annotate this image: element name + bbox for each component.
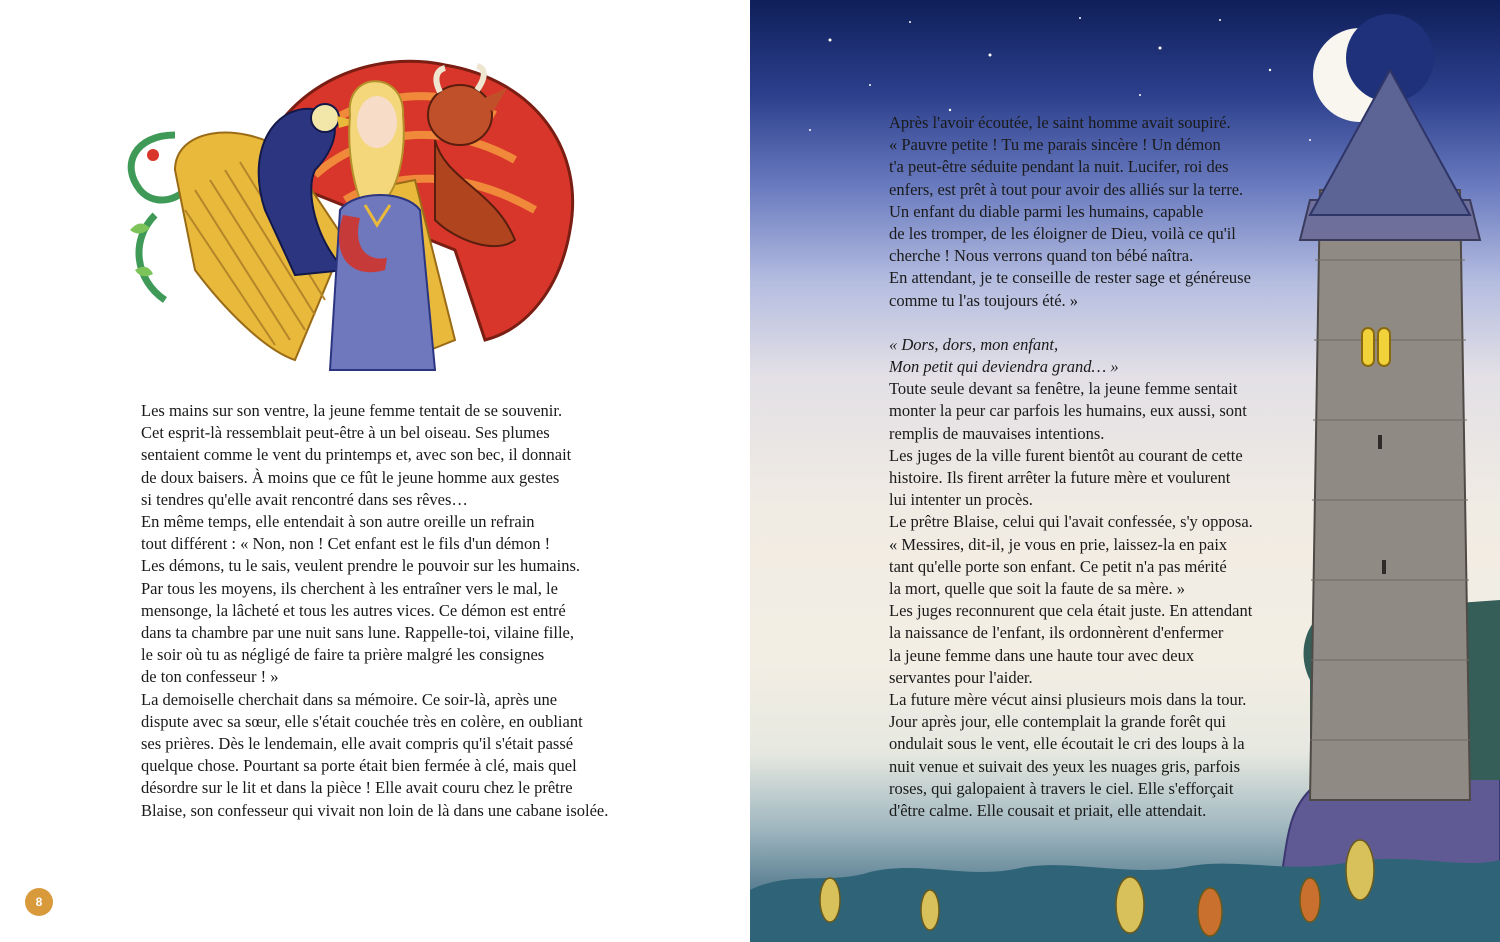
blank-line <box>889 312 1253 334</box>
text-line: mensonge, la lâcheté et tous les autres vices. Ce démon est entré <box>141 600 566 620</box>
text-line: La future mère vécut ainsi plusieurs mois dans la tour. <box>889 690 1247 710</box>
text-line: roses, qui galopaient à travers le ciel. Elle s'efforçait <box>889 778 1234 798</box>
text-line: de les tromper, de les éloigner de Dieu, voilà ce qu'il <box>889 224 1236 244</box>
text-line: dispute avec sa sœur, elle s'était couchée très en colère, en oubliant <box>141 711 583 731</box>
text-line: Le prêtre Blaise, celui qui l'avait confessée, s'y opposa. <box>889 512 1253 532</box>
text-line: histoire. Ils firent arrêter la future mère et voulurent <box>889 468 1231 488</box>
text-line: quelque chose. Pourtant sa porte était bien fermée à clé, mais quel <box>141 756 577 776</box>
text-line: ses prières. Dès le lendemain, elle avait compris qu'il s'était passé <box>141 734 574 754</box>
text-line: lui intenter un procès. <box>889 490 1033 510</box>
text-line: servantes pour l'aider. <box>889 667 1033 687</box>
text-line: d'être calme. Elle cousait et priait, elle attendait. <box>889 801 1207 821</box>
text-line: de doux baisers. À moins que ce fût le jeune homme aux gestes <box>141 467 560 487</box>
text-line: enfers, est prêt à tout pour avoir des alliés sur la terre. <box>889 179 1244 199</box>
text-line: Cet esprit-là ressemblait peut-être à un bel oiseau. Ses plumes <box>141 423 550 443</box>
text-line: nuit venue et suivait des yeux les nuages gris, parfois <box>889 756 1241 776</box>
text-line: désordre sur le lit et dans la pièce ! Elle avait couru chez le prêtre <box>141 778 573 798</box>
text-line: remplis de mauvaises intentions. <box>889 423 1105 443</box>
text-line: comme tu l'as toujours été. » <box>889 290 1079 310</box>
text-line: Par tous les moyens, ils cherchent à les entraîner vers le mal, le <box>141 578 558 598</box>
text-line: « Pauvre petite ! Tu me parais sincère ! Un démon <box>889 135 1221 155</box>
text-line: t'a peut-être séduite pendant la nuit. Lucifer, roi des <box>889 157 1229 177</box>
tower <box>1300 70 1480 800</box>
text-line: de ton confesseur ! » <box>141 667 279 687</box>
illustration-woman-bird-demon <box>115 40 620 390</box>
text-line: Toute seule devant sa fenêtre, la jeune femme sentait <box>889 379 1238 399</box>
text-line: cherche ! Nous verrons quand ton bébé naîtra. <box>889 246 1194 266</box>
text-line: Jour après jour, elle contemplait la grande forêt qui <box>889 712 1227 732</box>
text-line: sentaient comme le vent du printemps et, avec son bec, il donnait <box>141 445 572 465</box>
text-line: la naissance de l'enfant, ils ordonnèrent d'enfermer <box>889 623 1224 643</box>
text-line: « Messires, dit-il, je vous en prie, laissez-la en paix <box>889 534 1228 554</box>
text-line: Blaise, son confesseur qui vivait non loin de là dans une cabane isolée. <box>141 800 609 820</box>
text-line: En même temps, elle entendait à son autre oreille un refrain <box>141 512 535 532</box>
lullaby-line: Mon petit qui deviendra grand… » <box>889 357 1119 377</box>
text-line: monter la peur car parfois les humains, eux aussi, sont <box>889 401 1247 421</box>
text-line: la mort, quelle que soit la faute de sa mère. » <box>889 579 1185 599</box>
text-line: Les juges de la ville furent bientôt au courant de cette <box>889 445 1243 465</box>
text-line: Après l'avoir écoutée, le saint homme avait soupiré. <box>889 113 1231 132</box>
text-line: Les démons, tu le sais, veulent prendre le pouvoir sur les humains. <box>141 556 580 576</box>
text-line: le soir où tu as négligé de faire ta prière malgré les consignes <box>141 645 545 665</box>
text-line: si tendres qu'elle avait rencontré dans ses rêves… <box>141 489 468 509</box>
text-line: Un enfant du diable parmi les humains, capable <box>889 201 1204 221</box>
left-page-text <box>141 400 608 822</box>
text-line: En attendant, je te conseille de rester sage et généreuse <box>889 268 1251 288</box>
text-line: Les juges reconnurent que cela était juste. En attendant <box>889 601 1253 621</box>
vine-berry <box>147 149 159 161</box>
right-page <box>750 0 1500 942</box>
text-line: Les mains sur son ventre, la jeune femme tentait de se souvenir. <box>141 401 563 420</box>
text-line: La demoiselle cherchait dans sa mémoire. Ce soir-là, après une <box>141 689 558 709</box>
lullaby-line: « Dors, dors, mon enfant, <box>889 334 1059 354</box>
text-line: ondulait sous le vent, elle écoutait le cri des loups à la <box>889 734 1245 754</box>
text-line: tout différent : « Non, non ! Cet enfant est le fils d'un démon ! <box>141 534 551 554</box>
text-line: tant qu'elle porte son enfant. Ce petit n'a pas mérité <box>889 556 1227 576</box>
page-number-badge: 8 <box>25 888 53 916</box>
text-line: la jeune femme dans une haute tour avec deux <box>889 645 1195 665</box>
right-page-text <box>889 112 1253 822</box>
text-line: dans ta chambre par une nuit sans lune. Rappelle-toi, vilaine fille, <box>141 623 574 643</box>
